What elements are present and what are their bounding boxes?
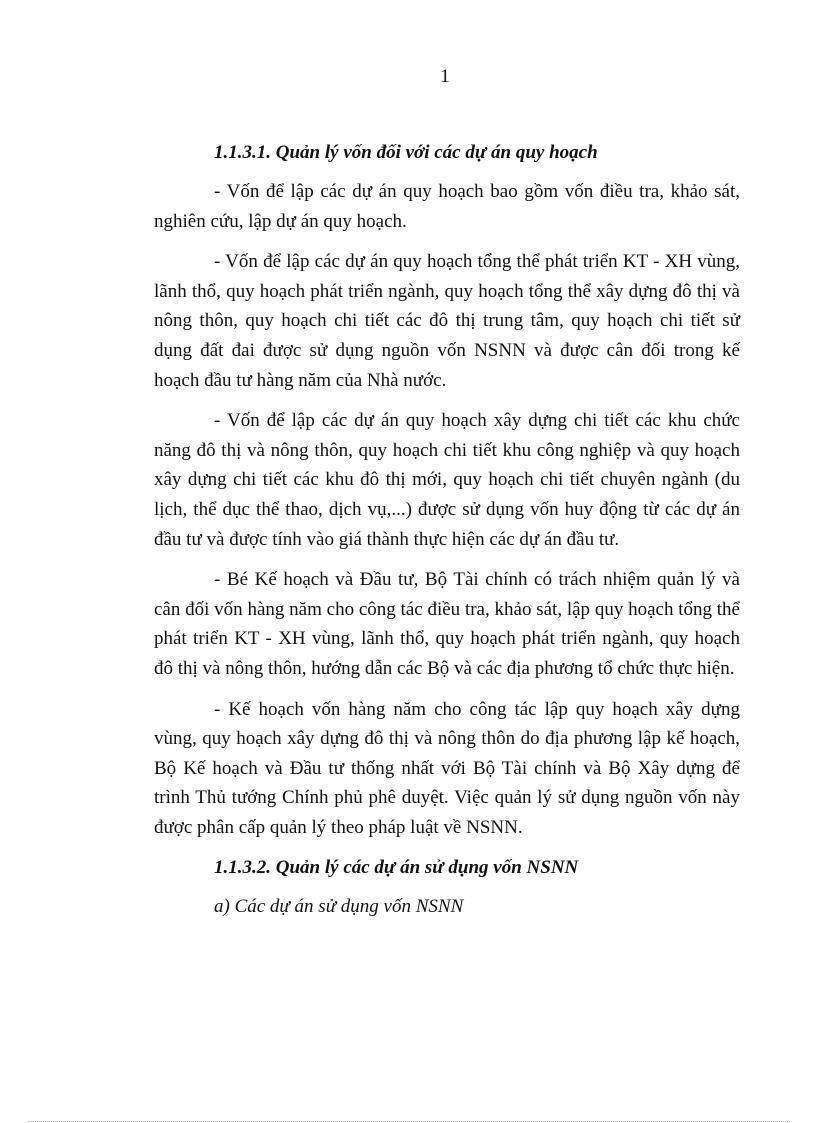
paragraph-detailed-planning-funding: - Vốn để lập các dự án quy hoạch xây dựng chi tiết các khu chức năng đô thị và nông thôn, quy hoạch chi tiết khu công nghiệp và quy hoạch xây dựng chi tiết các khu đô thị mới, quy hoạch chi tiết chuyên ngành (du lịch, thể dục thể thao, dịch vụ,...) được sử dụng vốn huy động từ các dự án đầu tư và được tính vào giá thành thực hiện các dự án đầu tư. [154,410,740,550]
page-bottom-rule [28,1121,790,1122]
paragraph-master-planning-funding: - Vốn để lập các dự án quy hoạch tổng thể phát triển KT - XH vùng, lãnh thổ, quy hoạch phát triển ngành, quy hoạch tổng thể xây dựng đô thị và nông thôn, quy hoạch chi tiết các đô thị trung tâm, quy hoạch chi tiết sử dụng đất đai được sử dụng nguồn vốn NSNN và được cân đối trong kế hoạch đầu tư hàng năm của Nhà nước. [154,251,740,391]
section-heading-1-1-3-1: 1.1.3.1. Quản lý vốn đối với các dự án quy hoạch [214,142,598,163]
paragraph-annual-capital-plan: - Kế hoạch vốn hàng năm cho công tác lập quy hoạch xây dựng vùng, quy hoạch xây dựng đô thị và nông thôn do địa phương lập kế hoạch, Bộ Kế hoạch và Đầu tư thống nhất với Bộ Tài chính và Bộ Xây dựng để trình Thủ tướng Chính phủ phê duyệt. Việc quản lý sử dụng nguồn vốn này được phân cấp quản lý theo pháp luật về NSNN. [154,698,740,838]
page-content [154,138,740,921]
paragraph-ministry-responsibility: - Bé Kế hoạch và Đầu tư, Bộ Tài chính có trách nhiệm quản lý và cân đối vốn hàng năm cho công tác điều tra, khảo sát, lập quy hoạch tổng thể phát triển KT - XH vùng, lãnh thổ, quy hoạch phát triển ngành, quy hoạch đô thị và nông thôn, hướng dẫn các Bộ và các địa phương tổ chức thực hiện. [154,569,740,679]
paragraph-planning-capital-scope: - Vốn để lập các dự án quy hoạch bao gồm vốn điều tra, khảo sát, nghiên cứu, lập dự án quy hoạch. [154,181,740,232]
section-heading-1-1-3-2: 1.1.3.2. Quản lý các dự án sử dụng vốn NSNN [214,857,579,879]
subheading-a: a) Các dự án sử dụng vốn NSNN [214,896,464,918]
page-number: 1 [440,66,450,87]
